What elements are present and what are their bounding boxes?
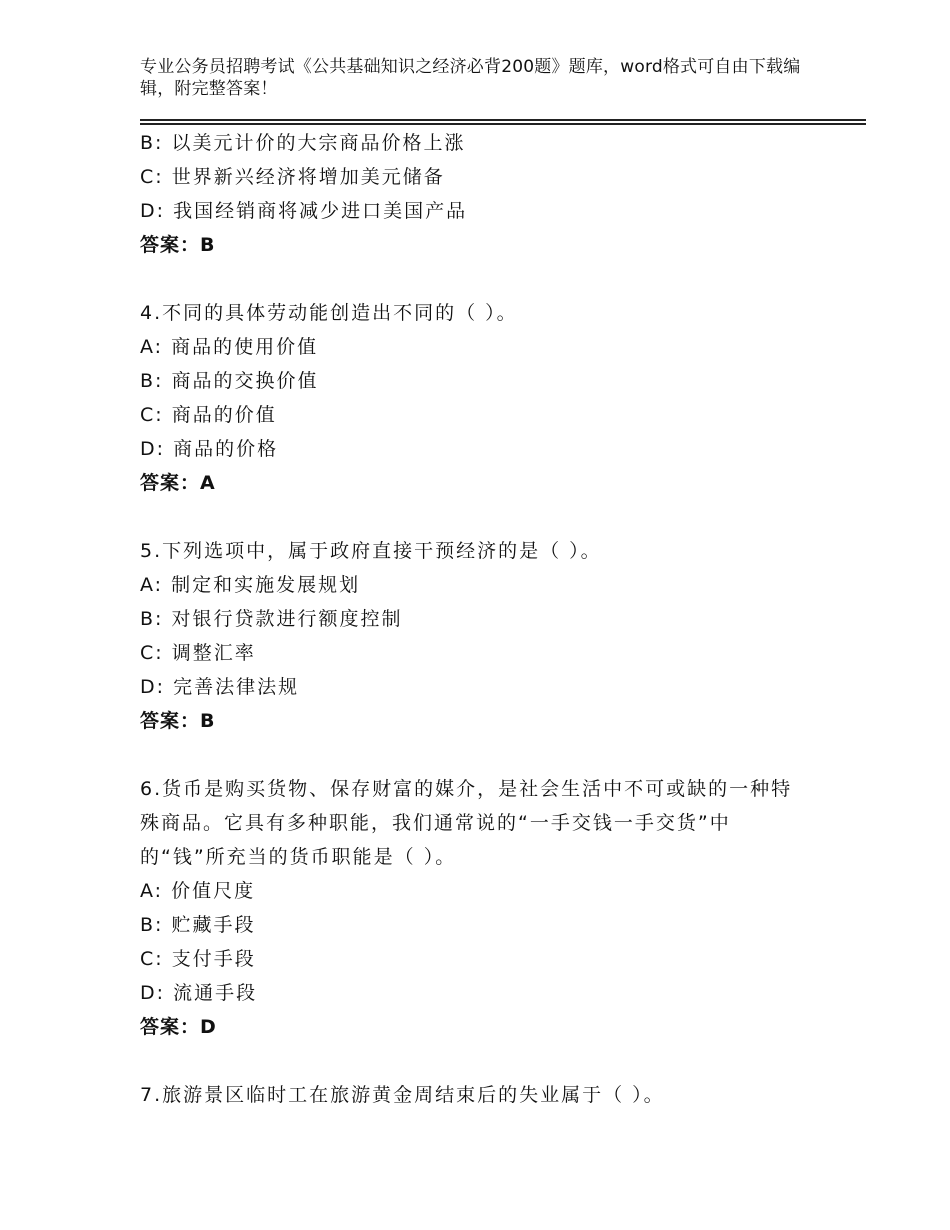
- option-d: D: 流通手段: [140, 982, 258, 1004]
- option-d: D: 我国经销商将减少进口美国产品: [140, 200, 468, 222]
- option-b: B: 贮藏手段: [140, 914, 256, 936]
- option-b: B: 以美元计价的大宗商品价格上涨: [140, 132, 466, 154]
- question-list: [140, 126, 820, 1112]
- question-stem: 4.不同的具体劳动能创造出不同的（ ）。: [140, 302, 518, 324]
- question-stem: 6.货币是购买货物、保存财富的媒介，是社会生活中不可或缺的一种特殊商品。它具有多种职能，我们通常说的“一手交钱一手交货”中的“钱”所充当的货币职能是（ ）。: [140, 778, 793, 868]
- option-c: C: 世界新兴经济将增加美元储备: [140, 166, 445, 188]
- question-4: [140, 296, 820, 500]
- answer: 答案：B: [140, 234, 216, 256]
- question-5: [140, 534, 820, 738]
- question-6: [140, 772, 820, 1044]
- question-stem: 5.下列选项中，属于政府直接干预经济的是（ ）。: [140, 540, 602, 562]
- question-3: [140, 126, 820, 262]
- option-b: B: 商品的交换价值: [140, 370, 319, 392]
- answer: 答案：D: [140, 1016, 217, 1038]
- option-a: A: 商品的使用价值: [140, 336, 319, 358]
- header-rule: [140, 119, 866, 125]
- option-d: D: 商品的价格: [140, 438, 279, 460]
- option-d: D: 完善法律法规: [140, 676, 300, 698]
- answer: 答案：A: [140, 472, 216, 494]
- answer: 答案：B: [140, 710, 216, 732]
- option-a: A: 价值尺度: [140, 880, 256, 902]
- option-c: C: 支付手段: [140, 948, 256, 970]
- option-b: B: 对银行贷款进行额度控制: [140, 608, 403, 630]
- option-c: C: 商品的价值: [140, 404, 277, 426]
- question-7: [140, 1078, 820, 1112]
- question-stem: 7.旅游景区临时工在旅游黄金周结束后的失业属于（ ）。: [140, 1084, 665, 1106]
- option-c: C: 调整汇率: [140, 642, 256, 664]
- document-header: 专业公务员招聘考试《公共基础知识之经济必背200题》题库，word格式可自由下载编辑，附完整答案！: [140, 57, 801, 99]
- option-a: A: 制定和实施发展规划: [140, 574, 361, 596]
